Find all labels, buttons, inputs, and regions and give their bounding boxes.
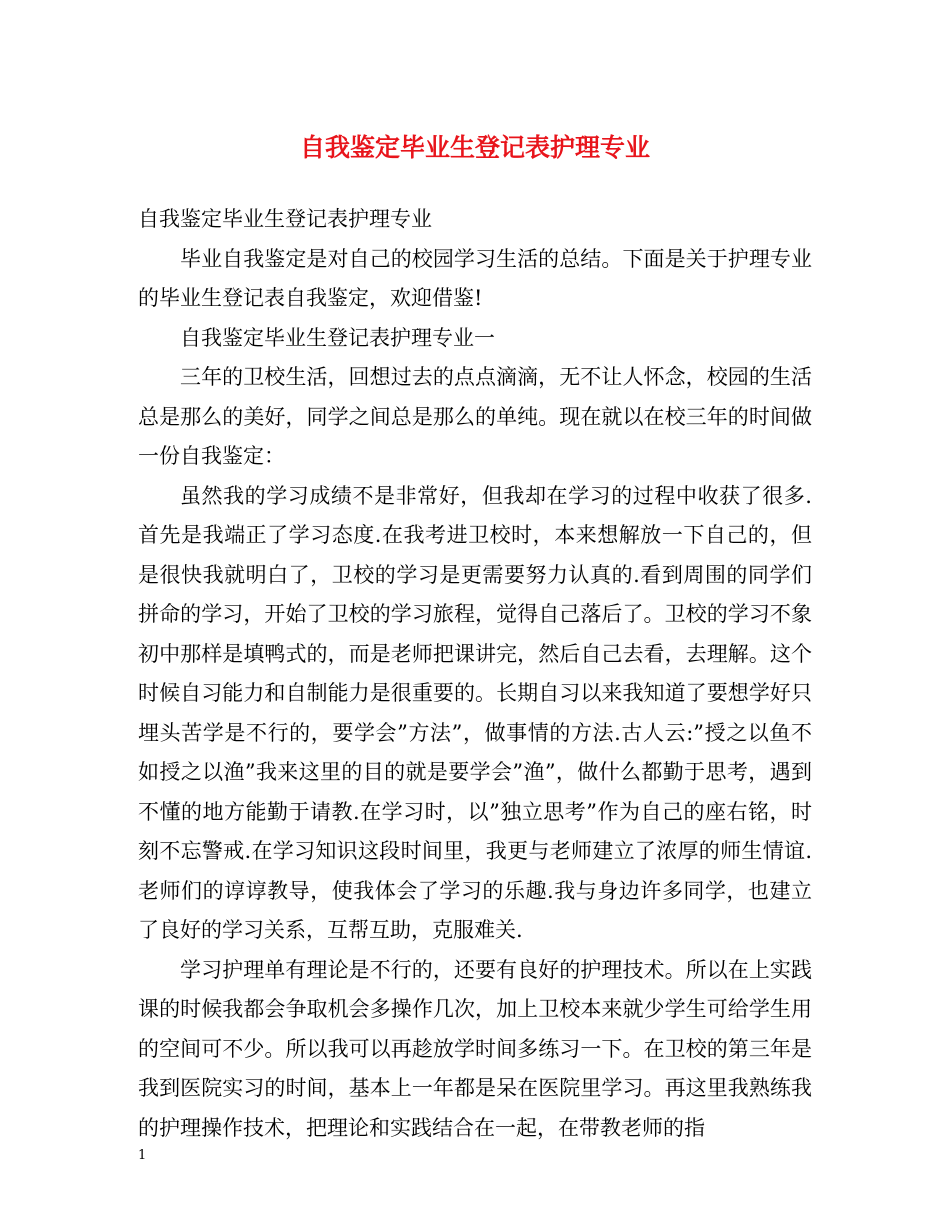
body-paragraph: 虽然我的学习成绩不是非常好，但我却在学习的过程中收获了很多.首先是我端正了学习态度.在我考进卫校时，本来想解放一下自己的，但是很快我就明白了，卫校的学习是更需要努力认真的.看到周围的同学们拼命的学习，开始了卫校的学习旅程，觉得自己落后了。卫校的学习不象初中那样是填鸭式的，而是老师把课讲完，然后自己去看，去理解。这个时候自习能力和自制能力是很重要的。长期自习以来我知道了要想学好只埋头苦学是不行的，要学会”方法”，做事情的方法.古人云:”授之以鱼不如授之以渔”我来这里的目的就是要学会”渔”，做什么都勤于思考，遇到不懂的地方能勤于请教.在学习时，以”独立思考”作为自己的座右铭，时刻不忘警戒.在学习知识这段时间里，我更与老师建立了浓厚的师生情谊.老师们的谆谆教导，使我体会了学习的乐趣.我与身边许多同学，也建立了良好的学习关系，互帮互助，克服难关.	[138, 483, 812, 942]
intro-paragraph: 毕业自我鉴定是对自己的校园学习生活的总结。下面是关于护理专业的毕业生登记表自我鉴定，欢迎借鉴!	[138, 246, 812, 310]
body-paragraph: 学习护理单有理论是不行的，还要有良好的护理技术。所以在上实践课的时候我都会争取机会多操作几次，加上卫校本来就少学生可给学生用的空间可不少。所以我可以再趁放学时间多练习一下。在卫校的第三年是我到医院实习的时间，基本上一年都是呆在医院里学习。再这里我熟练我的护理操作技术，把理论和实践结合在一起，在带教老师的指	[138, 957, 812, 1140]
subtitle-paragraph: 自我鉴定毕业生登记表护理专业	[138, 207, 432, 231]
body-paragraph: 三年的卫校生活，回想过去的点点滴滴，无不让人怀念，校园的生活总是那么的美好，同学之间总是那么的单纯。现在就以在校三年的时间做一份自我鉴定：	[138, 365, 812, 468]
section-heading: 自我鉴定毕业生登记表护理专业一	[180, 325, 495, 350]
document-title: 自我鉴定毕业生登记表护理专业	[299, 133, 650, 162]
page-number: 1	[138, 1148, 147, 1163]
document-body	[138, 200, 812, 1148]
